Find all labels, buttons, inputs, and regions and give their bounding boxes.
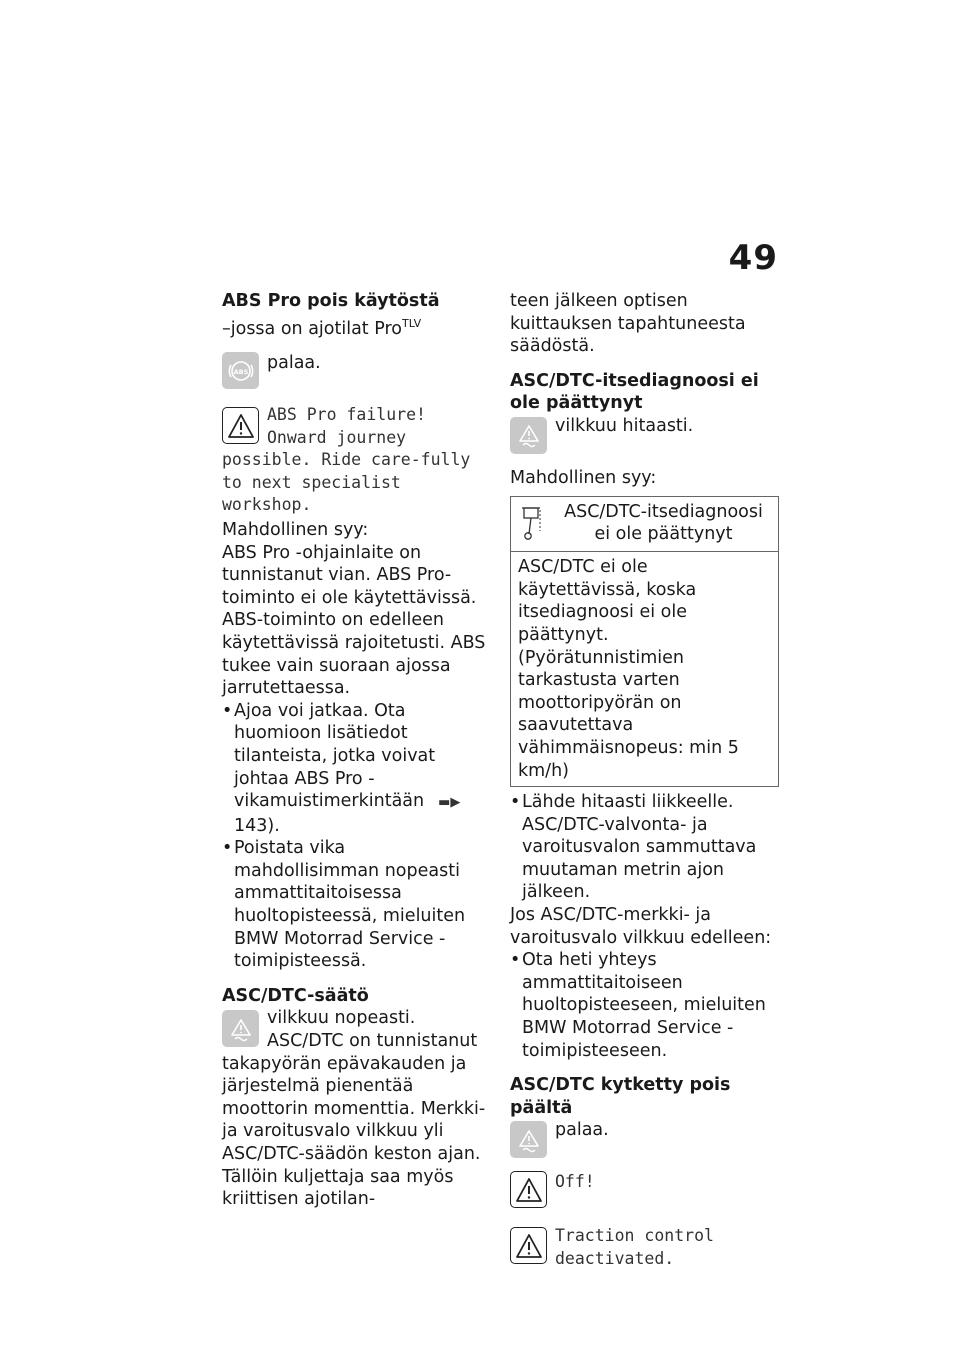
tc-message-row <box>510 1225 780 1270</box>
warning-triangle-icon <box>510 1227 547 1264</box>
asc-blink-line2: ASC/DTC on tunnistanut <box>267 1031 478 1052</box>
diagnosis-table <box>510 496 779 788</box>
asc-blink-line1: vilkkuu nopeasti. <box>267 1008 416 1029</box>
abs-message-line1: ABS Pro failure! <box>267 405 426 425</box>
persist-action-list <box>510 949 780 1062</box>
diag-action-list <box>510 791 780 904</box>
abs-cause-text: ABS Pro -ohjainlaite on tunnistanut vian. ABS Pro-toiminto ei ole käytettävissä. ABS-toiminto on edelleen käytettävissä rajoitetusti. ABS tukee vain suoraan ajossa jarrutettaessa. <box>222 542 486 699</box>
abs-lamp-text: palaa. <box>267 353 321 374</box>
diag-blink-text: vilkkuu hitaasti. <box>555 415 694 436</box>
abs-variant-note: –jossa on ajotilat Pro$^{TLV}$ <box>222 316 422 339</box>
diag-lamp-row <box>510 415 780 455</box>
diagnosis-table-body: ASC/DTC ei ole käytettävissä, koska itsediagnoosi ei ole päättynyt. (Pyörätunnistimien tarkastusta varten moottoripyörän on saavutettava vähimmäisnopeus: min 5 km/h) <box>511 552 779 787</box>
tc-message-line2: deactivated. <box>555 1249 675 1268</box>
off-lamp-row <box>510 1119 780 1159</box>
abs-message-line2: Onward journey <box>267 427 407 447</box>
asc-heading: ASC/DTC-säätö <box>222 985 369 1006</box>
list-item: • Poistata vika mahdollisimman nopeasti ammattitaitoisessa huoltopisteessä, mieluiten BMW Motorrad Service -toimipisteessä. <box>222 837 494 973</box>
off-heading: ASC/DTC kytketty pois päältä <box>510 1075 731 1118</box>
left-column <box>222 290 494 1211</box>
warning-triangle-icon <box>510 1171 547 1208</box>
warning-triangle-icon <box>222 407 259 444</box>
off-lamp-text: palaa. <box>555 1120 609 1141</box>
asc-dtc-warning-lamp-icon <box>222 1010 259 1047</box>
off-message: Off! <box>555 1172 595 1192</box>
list-item: • Ota heti yhteys ammattitaitoiseen huoltopisteeseen, mieluiten BMW Motorrad Service -toimipisteeseen. <box>510 949 780 1062</box>
abs-warning-lamp-icon <box>222 352 259 389</box>
svg-text:ABS: ABS <box>233 367 248 376</box>
asc-lamp-row <box>222 1007 494 1052</box>
diag-heading: ASC/DTC-itsediagnoosi ei ole päättynyt <box>510 370 759 414</box>
diagnosis-table-header <box>511 496 779 552</box>
asc-dtc-off-lamp-icon <box>510 1121 547 1158</box>
diag-cause-label: Mahdollinen syy: <box>510 467 657 488</box>
list-item: • Lähde hitaasti liikkeelle. ASC/DTC-valvonta- ja varoitusvalon sammuttava muutaman metrin ajon jälkeen. <box>510 791 780 904</box>
asc-text: takapyörän epävakauden ja järjestelmä pienentää moottorin momenttia. Merkki- ja varoitusvalo vilkkuu yli ASC/DTC-säädön keston ajan. Tällöin kuljettaja saa myös kriittisen ajotilan- <box>222 1053 486 1210</box>
abs-lamp-row <box>222 352 494 392</box>
abs-action-list <box>222 700 494 973</box>
abs-message-rest: possible. Ride care-fully to next specialist workshop. <box>222 450 471 515</box>
asc-dtc-warning-lamp-icon <box>510 417 547 454</box>
page-number: 49 <box>728 238 778 278</box>
diagnosis-table-title: ASC/DTC-itsediagnoosi ei ole päättynyt <box>564 501 763 545</box>
tc-message-line1: Traction control <box>555 1226 714 1246</box>
persist-text: Jos ASC/DTC-merkki- ja varoitusvalo vilkkuu edelleen: <box>510 905 772 948</box>
asc-text-continued: teen jälkeen optisen kuittauksen tapahtuneesta säädöstä. <box>510 291 746 357</box>
list-item: • Ajoa voi jatkaa. Ota huomioon lisätiedot tilanteista, jotka voivat johtaa ABS Pro -vikamuistimerkintään ▬▶143). <box>222 700 494 838</box>
abs-cause-label: Mahdollinen syy: <box>222 519 369 540</box>
page-reference-arrow-icon: ▬▶ <box>438 795 461 811</box>
abs-message-row <box>222 404 494 449</box>
off-message-row <box>510 1171 780 1213</box>
right-column <box>510 290 780 1271</box>
abs-heading: ABS Pro pois käytöstä <box>222 291 440 311</box>
engine-piston-icon <box>518 501 556 548</box>
